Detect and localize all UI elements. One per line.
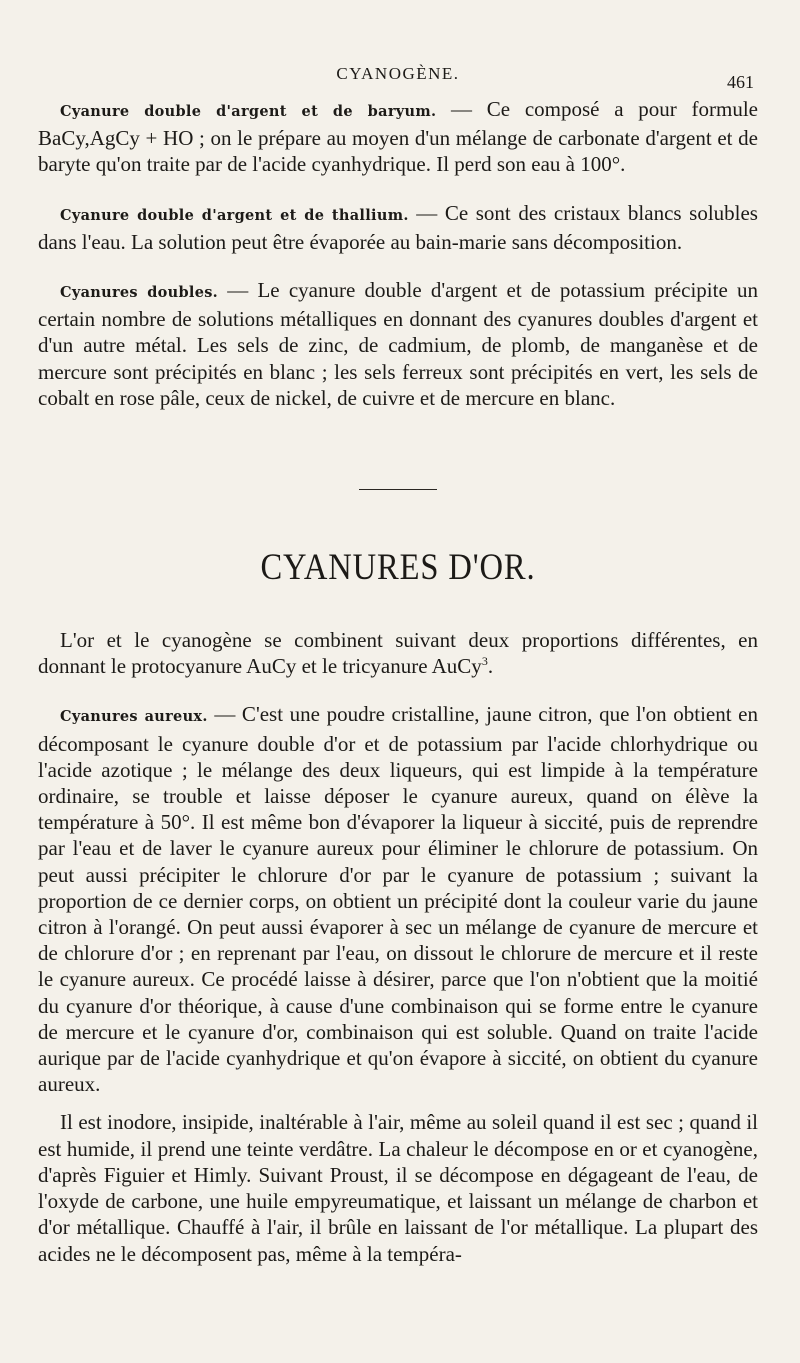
- section-intro: [38, 627, 758, 679]
- paragraph-text: — Le cyanure double d'argent et de potassium précipite un certain nombre de solutions métalliques en donnant des cyanures doubles d'argent et d'un autre métal. Les sels de zinc, de cadmium, de plomb, de manganèse et de mercure sont précipités en blanc ; les sels ferreux sont précipités en vert, les sels de cobalt en rose pâle, ceux de nickel, de cuivre et de mercure en blanc.: [38, 278, 758, 410]
- running-title: CYANOGÈNE.: [336, 64, 460, 83]
- paragraph-properties: Il est inodore, insipide, inaltérable à l'air, même au soleil quand il est sec ; quand il est humide, il prend une teinte verdâtre. La chaleur le décompose en or et cyanogène, d'après Figuier et Himly. Suivant Proust, il se décompose en dégageant de l'eau, de l'oxyde de carbone, une huile empyreumatique, et laissant un mélange de charbon et d'or métallique. Chauffé à l'air, il brûle en laissant de l'or métallique. La plupart des acides ne le décomposent pas, même à la tempéra-: [38, 1110, 758, 1266]
- intro-superscript: 3: [481, 654, 488, 669]
- intro-end: .: [487, 654, 494, 679]
- paragraph-lead: Cyanures doubles.: [60, 284, 219, 302]
- paragraph-lead: Cyanures aureux.: [60, 708, 208, 726]
- section-title: CYANURES D'OR.: [260, 547, 536, 589]
- running-head: [38, 0, 758, 96]
- paragraph-text: — Ce composé a pour formule BaCy,AgCy + HO ; on le prépare au moyen d'un mélange de carbonate d'argent et de baryte qu'on traite par de l'acide cyanhydrique. Il perd son eau à 100°.: [38, 97, 758, 177]
- paragraph-cyanures-doubles: [38, 277, 758, 411]
- paragraph-lead: Cyanure double d'argent et de thallium.: [60, 206, 409, 224]
- paragraph-cyanures-aureux: [38, 701, 758, 1097]
- paragraph-argent-thallium: [38, 200, 758, 255]
- paragraph-text: — C'est une poudre cristalline, jaune citron, que l'on obtient en décomposant le cyanure double d'or et de potassium par l'acide chlorhydrique ou l'acide azotique ; le mélange des deux liqueurs, qui est limpide à la température ordinaire, se trouble et laisse déposer le cyanure aureux, quand on élève la température à 50°. Il est même bon d'évaporer la liqueur à siccité, puis de reprendre par l'eau et de laver le cyanure aureux pour éliminer le chlorure de potassium. On peut aussi précipiter le chlorure d'or par le cyanure de potassium ; suivant la proportion de ce dernier corps, on obtient un précipité dont la couleur varie du jaune citron à l'orangé. On peut aussi évaporer à sec un mélange de cyanure de mercure et de chlorure d'or ; en reprenant par l'eau, on dissout le chlorure de mercure et il reste le cyanure aureux. Ce procédé laisse à désirer, parce que l'on n'obtient que la moitié du cyanure d'or théorique, à cause d'une combinaison qui se forme entre le cyanure de mercure et le cyanure d'or, combinaison qui est soluble. Quand on traite l'acide aurique par de l'acide cyanhydrique et qu'on évapore à siccité, on obtient du cyanure aureux.: [38, 702, 758, 1097]
- paragraph-text: — Ce sont des cristaux blancs solubles dans l'eau. La solution peut être évaporée au bain-marie sans décomposition.: [38, 200, 758, 254]
- page-number: 461: [727, 72, 754, 92]
- section-divider: [359, 489, 437, 490]
- paragraph-argent-baryum: [38, 96, 758, 178]
- paragraph-lead: Cyanure double d'argent et de baryum.: [60, 103, 437, 120]
- intro-text: L'or et le cyanogène se combinent suivant deux proportions différentes, en donnant le protocyanure AuCy et le tricyanure AuCy: [38, 628, 758, 679]
